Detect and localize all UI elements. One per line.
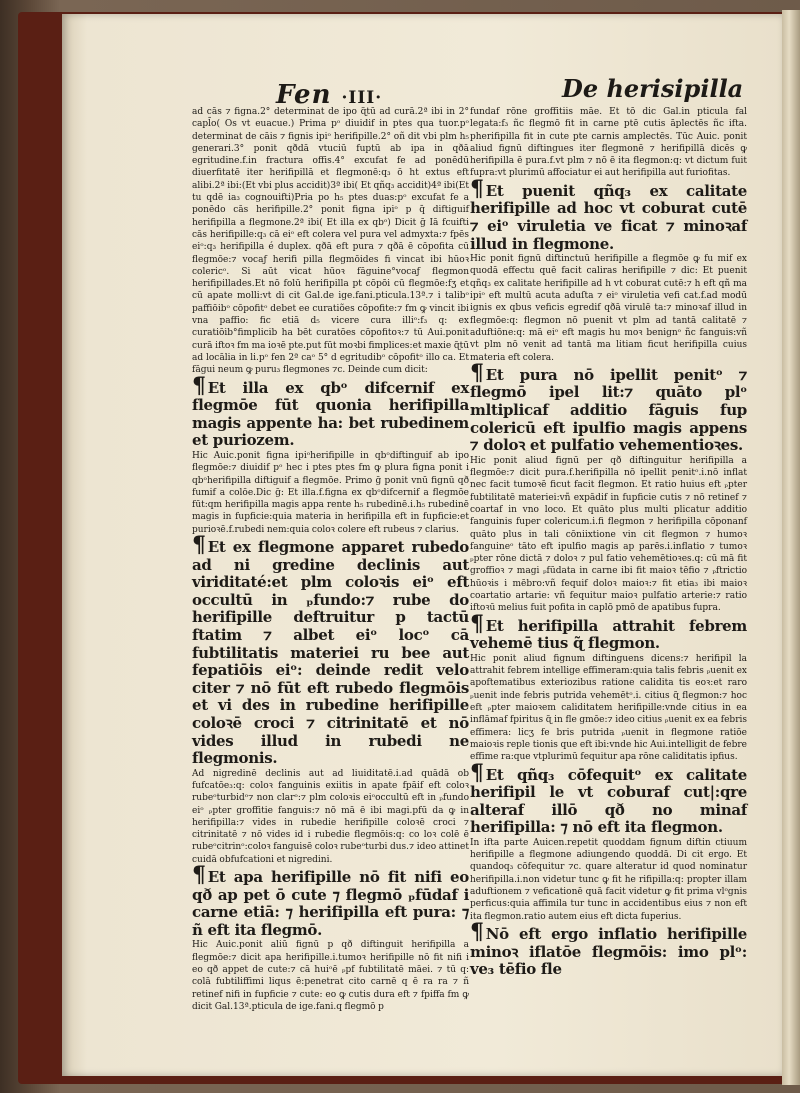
block-text: Et ex flegmone apparet rubedo ad ni gredine declinis aut viriditaté:et plm coloꝛis eiᵒ eft occultū in ₚfundo:⁊ rube do herifipille deftruitur p tactū ftatim ⁊ albet eiᵒ locᵒ cā fubtilitatis materiei ru bee aut fepatiōis eiᵒ: deinde redit velo citer ⁊ nō fūt eft rubedo flegmōis et vi des in rubedine herifipille coloꝛē croci ⁊ citrinitatē et nō vides illud in rubedi ne flegmonis.: [192, 537, 469, 768]
commentary-paragraph: [470, 253, 747, 364]
paragraph-mark-icon: ¶: [470, 918, 484, 945]
block-text: fundaf rōne groffitiis māe. Et tō dic Gal.in pticula fal legata:f₃ ñc flegmō fit in carne ptē cutis āplectēs ñc ifta. pherifipilla fit in cute pte carnis amplectēs. Tūc Auic. ponit aliud fignū diftingues iter flegmonē ⁊ herifipillā dicēs ꝙ herifipilla ē pura.f.vt plm ⁊ nō ē ita flegmon:q: vt dictum fuit fupra:vt plurimū affociatur ei aut herifipilla aut furiofitas.: [470, 107, 747, 179]
block-text: Hic ponit aliud fignū per qð diftinguitur herifipilla a flegmōe:⁊ dicit pura.f.herifipilla nō ipellit penitᵒ.i.nō inflat nec facit tumoꝛē ficut facit flegmon. Et ratio huius eft ₚpter fubtilitatē materiei:vñ expādif in fupficie cutis ⁊ nō retinef ⁊ coartaf in vno loco. Et quāto plus multi plicatur additio fanguinis fuper colericum.i.fi flegmon ⁊ herifipilla cōponanf quāto plus in tali cōniixtione vin cit flegmon ⁊ humoꝛ fanguineᵒ tāto eft ipulfio magis ap parēs.i.inflatio ⁊ tumoꝛ ₚpter rōne dictā ⁊ doloꝛ ⁊ pul fatio vehemētioꝛes.q: cū mā fit groffioꝛ ⁊ magi ₚfūdata in carne ibi fit maioꝛ tēfio ⁊ ₚftrictio hūoꝛis i mēbro:vñ fequif doloꝛ maioꝛ:⁊ fit etia₃ ibi maioꝛ coartatio artarie: vñ fequitur maioꝛ pulfatio arterie:⁊ ratio iftoꝛū melius fuit pofita in caplō pmō de apatibus fupra.: [470, 455, 747, 614]
commentary-paragraph: [192, 450, 469, 536]
paragraph-mark-icon: ¶: [470, 759, 484, 786]
block-text: Et herifipilla attrahit febrem vehemē tius ɋ̃ flegmon.: [470, 616, 747, 653]
lemma-heading: [470, 759, 747, 837]
commentary-paragraph: [192, 939, 469, 1013]
block-text: Ad nigredinē declinis aut ad liuiditatē.i.ad quādā ob fufcatōe₃:q: coloꝛ fanguinis exiitis in apate fpāif eft coloꝛ rubeᵒturbidᵒ⁊ non clarᵒ:⁊ plm coloꝛis eiᵒoccultū eft in ₚfundo eiᵒ ₚpter groffitie fanguis:⁊ nō mā ē ibi magi.pfū da ꝙ in herifipilla:⁊ vides in rubedie herifipille coloꝛē croci ⁊ citrinitatē ⁊ nō vides id i rubedie flegmōis:q: co loꝛ colē ē rubeᵒcitrinᵒ:coloꝛ fanguisē coloꝛ rubeᵒturbi dus.⁊ ideo attinet cuidā obfufcationi et nigredini.: [192, 768, 469, 865]
commentary-paragraph: [192, 768, 469, 866]
lemma-heading: [192, 531, 469, 768]
lemma-heading: [470, 175, 747, 253]
right-text-column: [470, 106, 747, 979]
block-text: Et apa herifipille nō fit nifi eo qð ap pet ō cute ⁊ flegmō ₚfūdaf i carne etiā: ⁊ herifipilla eft pura: ⁊ ñ eft ita flegmō.: [192, 868, 469, 939]
block-text: Et puenit qñq₃ ex calitate herifipille ad hoc vt coburat cutē ⁊ eiᵒ viruletia ve ficat ⁊ minoꝛaf illud in flegmone.: [470, 181, 747, 253]
paragraph-mark-icon: ¶: [470, 359, 484, 386]
paragraph-mark-icon: ¶: [192, 372, 206, 399]
block-text: In ifta parte Auicen.repetit quoddam fignum diftin ctiuum herifipille a flegmone adiungendo quoddā. Di cit ergo. Et quandoq₃ cōfequitur ⁊c. quare alteratur id quod nominatur herifipilla.i.non videtur tunc ꝙ fit he rifipilla:q: propter illam aduftionem ⁊ veficationē quā facit videtur ꝙ fit prima vlᵒgnis perficus:quia affimila tur tunc in accidentibus eius ⁊ non eft ita flegmon.ratio autem eius eft dicta fuperius.: [470, 837, 747, 922]
lemma-heading: [192, 862, 469, 939]
paragraph-mark-icon: ¶: [470, 610, 484, 637]
block-text: Et qñq₃ cōfequitᵒ ex calitate herifipil le vt coburaf cut|:qre alteraf illō qð no minaf herifipilla: ⁊ nō eft ita flegmon.: [470, 765, 747, 837]
lemma-heading: [192, 372, 469, 450]
block-text: Et illa ex qbᵒ difcernif ex flegmōe fūt quonia herifipilla magis appente ha: bet rubedinem et puriozem.: [192, 378, 469, 450]
paragraph-mark-icon: ¶: [192, 531, 206, 558]
block-text: Hic Auic.ponit figna ipiᵒherifipille in qbᵒdiftinguif ab ipo flegmōe:⁊ diuidif pᵒ hec i ptes ptes fm ꝙ plura figna ponit i qbᵒherifipilla diftiguif a flegmōe. Primo ḡ ponit vnū fignū qð fumif a colōe.Dic ḡ: Et illa.f.figna ex qbᵒdifcernif a flegmōe fūt:qm herifipilla magis appa rente h₅ rubedinē.i.h₅ rubedinē magis in fupficie:quia materia in herifipilla eft in fupficie:et purioꝛē.f.rubedi nem:quia coloꝛ colere eft rubeus ⁊ clarius.: [192, 450, 469, 535]
commentary-paragraph: [192, 106, 469, 377]
left-text-column: [192, 106, 469, 1012]
block-text: ad cās ⁊ figna.2° determinat de ipo ɋ̃tū ad curā.2ª ibi in 2° capl̄o( Os vt euacue.) Prima pᵒ diuidif in ptes qua tuor.pᵒ determinat de cāis ⁊ fignis ipiᵒ herifipille.2° oñ dit vbi plm h₅ generari.3° ponit qðdā vtuciū fuptū ab ipa in qðā egritudine.f.in fractura offis.4° excufat fe ad ponēdū diuerfitatē iter herifipillā et flegmonē:q₃ ō ht extus eft alibi.2ª ibi:(Et vbi plus accidit)3ª ibi( Et qñq₃ accidit)4ª ibi(Et tu qdē ia₃ cognouifti)Pria po h₅ ptes duas:pᵒ excufat fe a ponēdo cās herifipille.2° ponit figna ipiᵒ p q̄ diftiguif herifipilla a flegmone.2ª ibi( Et illa ex qbᵒ) Dicit ḡ Iā fcuifti cās herifipille:q₃ cā eiᵒ eft colera vel pura vel admyxta:⁊ fpēs eiᵒ:q₃ herifipilla é duplex. qðā eft pura ⁊ qðā ē cōpofita cū flegmōe:⁊ vocaƒ herifi pilla flegmōides fi vincat ibi hūoꝛ colericᵒ. Si aūt vicat hūoꝛ fāguine°vocaƒ flegmon herifipillades.Et nō folū herifipilla pt cōpōi cū flegmōe:fʒ et cū apate molli:vt di cit Gal.de ige.fani.pticula.13ª.⁊ i talibᵒ paffiōibᵒ cōpofitᵒ debet ee curatiões cōpofite:⁊ fm ꝙ vincit ibi vna paffio: fic etiā d₅ vicere cura illiᵒ:f₃ q: ex curatiōib°fimplicib ha bēt curatōes cōpofitoꝛ:⁊ tū Aui.ponit curā iftoꝛ fm ma ioꝛē pte.put fūt moꝛbi fimplices:et maxie ɋ̃tū ad locālia in li.pᵒ fen 2ª caᵒ 5° d egritudibᵒ cōpofitᵒ illo ca. Et fāgui neum ꝙ puru₃ flegmones ⁊c. Deinde cum dicit:: [192, 107, 469, 376]
block-text: Hic ponit aliud fignum diftinguens dicens:⁊ herifipil la attrahit febrem intellige effimeram:quia talis febris ₚuenit ex apoftematibus exteriozibus ratione calidita tis eoꝛ:et raro ₚuenit inde febris putrida vehemētᵒ.i. citius ɋ̃ flegmon:⁊ hoc eft ₚpter maioꝛem caliditatem herifipille:vnde citius in ea inflāmaf fpiritus ɋ̃ in fle gmōe:⁊ ideo citius ₚuenit ex ea febris effimera: licʒ fe bris putrida ₚuenit in flegmone ratiōe maioꝛis reple tionis que eft ibi:vnde hic Aui.intelligit de febre effime ra:que vtplurimū fequitur apa rōne caliditatis ipfius.: [470, 653, 747, 763]
lemma-heading: [470, 918, 747, 979]
block-text: Et pura nō ipellit penitᵒ ⁊ flegmō ipel lit:⁊ quāto plᵒ mltiplicaf additio fāguis fup colericū eft ipulfio magis appens ⁊ doloꝛ et pulfatio vehementioꝛes.: [470, 365, 747, 455]
commentary-paragraph: [470, 455, 747, 615]
paragraph-mark-icon: ¶: [470, 175, 484, 202]
paragraph-mark-icon: ¶: [192, 862, 206, 889]
lemma-heading: [470, 610, 747, 653]
commentary-paragraph: [470, 106, 747, 180]
lemma-heading: [470, 359, 747, 455]
commentary-paragraph: [470, 837, 747, 923]
block-text: Hic ponit fignū diftinctuū herifipille a flegmōe ꝙ fu mif ex quodā effectu quē facit caliras herifipille ⁊ dic: Et puenit qñq₃ ex calitate herifipille ad h vt coburat cutē:⁊ h eft qñ ma ipiᵒ eft multū acuta aduſta ⁊ eiᵒ viruletia vefi cat.f.ad modū ignis ex qbus veficis egredif qðā virulē ta:⁊ minoꝛaf illud in flegmōe:q: flegmon nō puenit vt plm ad tantā calitatē ⁊ aduftiōne:q: mā eiᵒ eft magis hu moꝛ benignᵒ ñc fanguis:vñ vt plm nō venit ad tantā ma litiam ficut herifipilla cuius materia eft colera.: [470, 254, 747, 363]
running-head-right: De herisipilla: [562, 74, 744, 103]
block-text: Hic Auic.ponit aliū fignū p qð diftinguit herifipilla a flegmōe:⁊ dicit apa herifipille.i.tumoꝛ herifipille nō fit nifi i eo qð appet de cute:⁊ cā huiᵒē ₚpf fubtilitatē māei. ⁊ tū q: colā fubtiliffimi liqus ē:penetrat cito carnē q ē ra ra ⁊ ñ retinef nifi in fupficie ⁊ cute: eo ꝙ cutis dura eft ⁊ fpiffa fm ꝙ dicit Gal.13ª.pticula de ige.fani.q flegmō p: [192, 940, 469, 1012]
running-head-left-title: Fen: [276, 80, 332, 110]
commentary-paragraph: [470, 653, 747, 764]
page-stack-edge: [782, 10, 800, 1085]
block-text: Nō eft ergo inflatio herifipille minoꝛ iflatōe flegmōis: imo plᵒ: ve₃ tēfio fle: [470, 924, 747, 979]
running-head-left-number: ·III·: [341, 88, 383, 108]
